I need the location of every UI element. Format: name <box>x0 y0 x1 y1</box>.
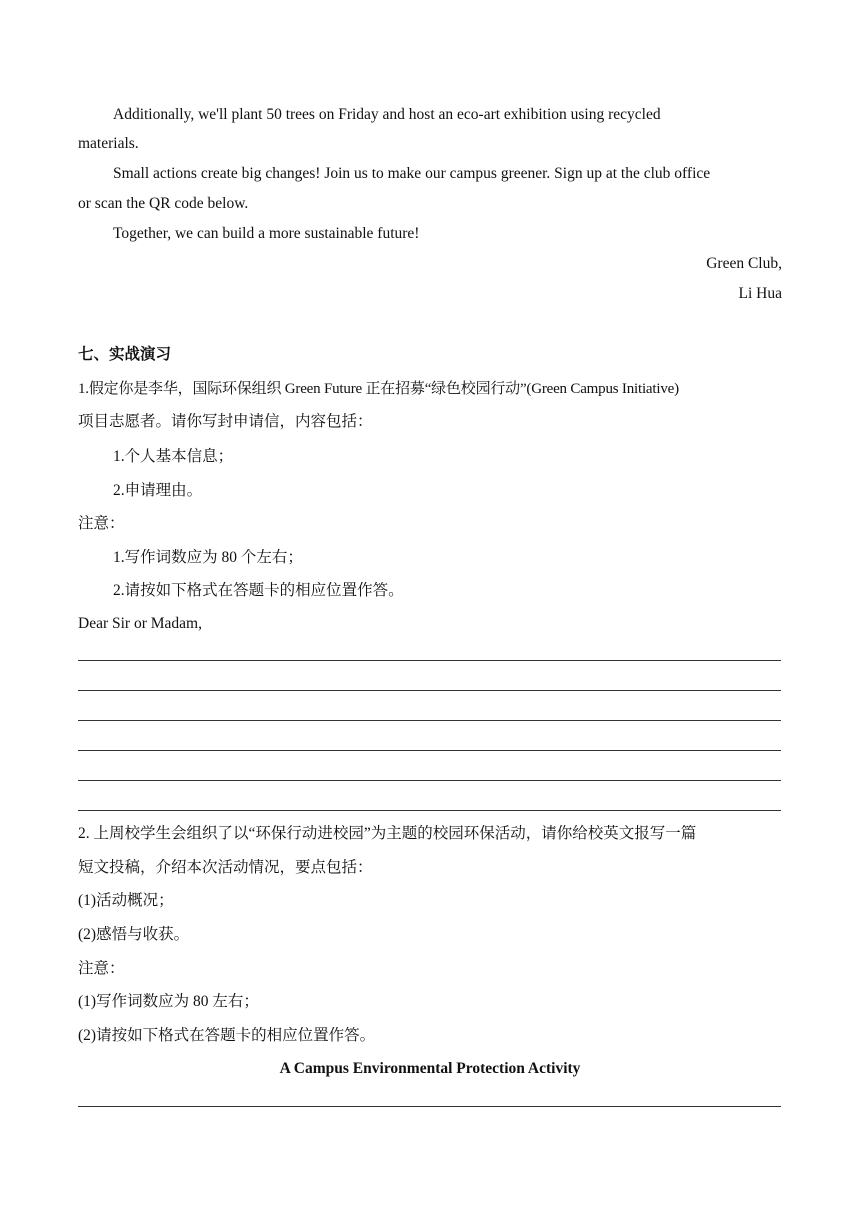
task1-note-1: 1.写作词数应为 80 个左右； <box>113 549 303 566</box>
letter-paragraph-2-line-2: or scan the QR code below. <box>78 195 249 212</box>
task2-essay-title: A Campus Environmental Protection Activity <box>279 1060 581 1077</box>
task1-point-2: 2.申请理由。 <box>113 482 203 499</box>
task2-prompt-line-2: 短文投稿，介绍本次活动情况，要点包括： <box>78 859 373 876</box>
letter-signature-name: Li Hua <box>738 285 782 302</box>
task1-note-label: 注意： <box>78 515 125 532</box>
answer-line[interactable] <box>78 810 781 811</box>
answer-line[interactable] <box>78 780 781 781</box>
answer-line[interactable] <box>78 660 781 661</box>
task2-point-2: (2)感悟与收获。 <box>78 926 190 943</box>
task2-note-1: (1)写作词数应为 80 左右； <box>78 993 259 1010</box>
task2-note-2: (2)请按如下格式在答题卡的相应位置作答。 <box>78 1027 376 1044</box>
letter-signature-org: Green Club, <box>706 255 782 272</box>
letter-paragraph-1-line-2: materials. <box>78 135 139 152</box>
task1-prompt-line-2: 项目志愿者。请你写封申请信，内容包括： <box>78 413 373 430</box>
task2-point-1: (1)活动概况； <box>78 892 174 909</box>
letter-paragraph-2-line-1: Small actions create big changes! Join us to make our campus greener. Sign up at the club office <box>113 165 711 182</box>
answer-line[interactable] <box>78 690 781 691</box>
answer-line[interactable] <box>78 720 781 721</box>
answer-line[interactable] <box>78 750 781 751</box>
task2-prompt-line-1: 2. 上周校学生会组织了以“环保行动进校园”为主题的校园环保活动，请你给校英文报写一篇 <box>78 825 697 842</box>
letter-paragraph-3: Together, we can build a more sustainable future! <box>113 225 420 242</box>
task1-salutation: Dear Sir or Madam, <box>78 615 202 632</box>
task1-prompt-line-1: 1.假定你是李华，国际环保组织 Green Future 正在招募“绿色校园行动”(Green Campus Initiative) <box>78 381 679 397</box>
task1-point-1: 1.个人基本信息； <box>113 448 234 465</box>
answer-line[interactable] <box>78 1106 781 1107</box>
section-heading: 七、实战演习 <box>78 345 172 363</box>
task1-note-2: 2.请按如下格式在答题卡的相应位置作答。 <box>113 582 404 599</box>
letter-paragraph-1-line-1: Additionally, we'll plant 50 trees on Friday and host an eco-art exhibition using recycled <box>113 106 661 123</box>
task2-note-label: 注意： <box>78 960 125 977</box>
